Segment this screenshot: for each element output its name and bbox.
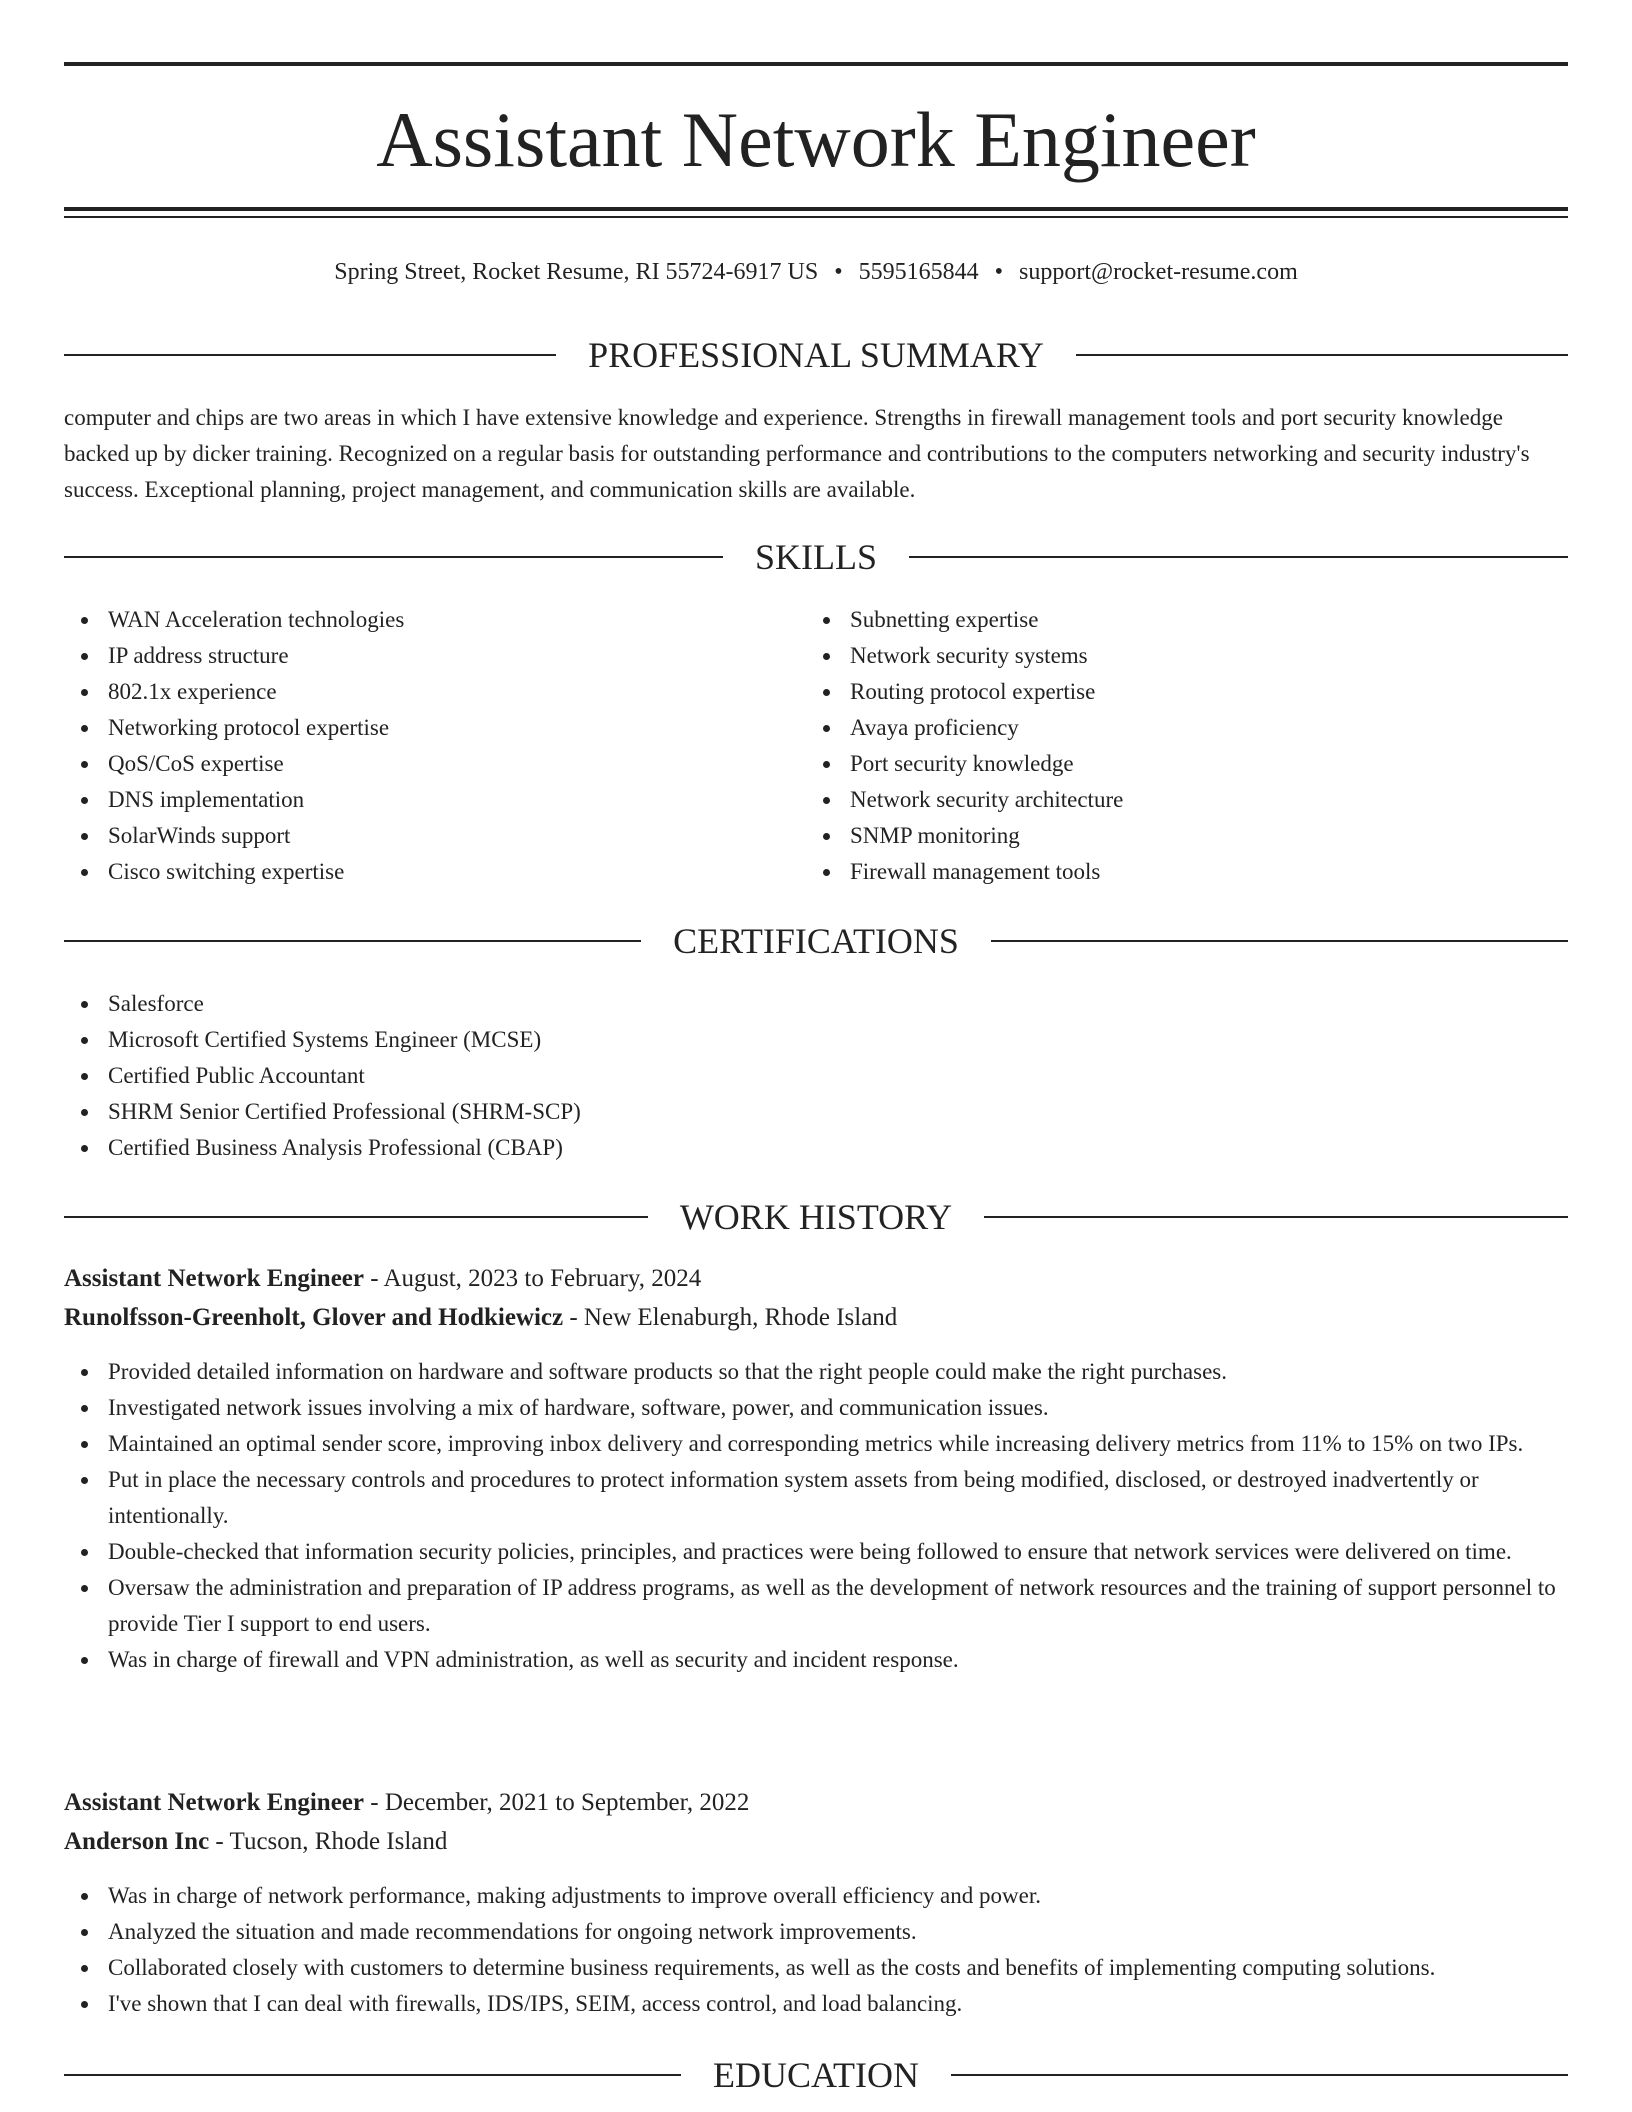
skill-item: Routing protocol expertise xyxy=(806,674,1506,710)
job-location: - Tucson, Rhode Island xyxy=(209,1828,448,1855)
divider-line xyxy=(64,354,556,356)
certifications-heading xyxy=(64,918,1568,964)
certifications-list xyxy=(64,986,1568,1166)
certification-item: Salesforce xyxy=(64,986,1568,1022)
job-duty-item: Was in charge of firewall and VPN administration, as well as security and incident response. xyxy=(64,1642,1568,1678)
job-location: - New Elenaburgh, Rhode Island xyxy=(563,1304,898,1331)
section-title: CERTIFICATIONS xyxy=(673,921,959,961)
header-top-rule xyxy=(64,62,1568,66)
job-duty-item: Collaborated closely with customers to determine business requirements, as well as the costs and benefits of implementing computing solutions. xyxy=(64,1950,1568,1986)
section-title: WORK HISTORY xyxy=(679,1197,953,1237)
divider-line xyxy=(984,1216,1568,1218)
divider-line xyxy=(64,556,723,558)
job-duty-item: Provided detailed information on hardware and software products so that the right people could make the right purchases. xyxy=(64,1354,1568,1390)
job-company: Runolfsson-Greenholt, Glover and Hodkiewicz xyxy=(64,1304,564,1331)
job-dates: - December, 2021 to September, 2022 xyxy=(364,1789,750,1816)
skills-left-column xyxy=(64,602,764,890)
contact-separator: • xyxy=(834,259,843,285)
section-title: EDUCATION xyxy=(713,2055,919,2095)
divider-line xyxy=(64,2074,681,2076)
certification-item: SHRM Senior Certified Professional (SHRM-SCP) xyxy=(64,1094,1568,1130)
contact-line xyxy=(64,254,1568,290)
job-dates: - August, 2023 to February, 2024 xyxy=(364,1265,702,1292)
job-duties-list xyxy=(64,1354,1568,1678)
job-company-line xyxy=(64,1299,1568,1337)
section-title: PROFESSIONAL SUMMARY xyxy=(588,335,1044,375)
certification-item: Certified Public Accountant xyxy=(64,1058,1568,1094)
contact-email[interactable]: support@rocket-resume.com xyxy=(1019,259,1298,285)
divider-line xyxy=(909,556,1568,558)
certification-item: Microsoft Certified Systems Engineer (MCSE) xyxy=(64,1022,1568,1058)
skill-item: 802.1x experience xyxy=(64,674,764,710)
job-duty-item: I've shown that I can deal with firewalls, IDS/IPS, SEIM, access control, and load balancing. xyxy=(64,1986,1568,2022)
job-duty-item: Was in charge of network performance, making adjustments to improve overall efficiency and power. xyxy=(64,1878,1568,1914)
skill-item: Networking protocol expertise xyxy=(64,710,764,746)
skill-item: DNS implementation xyxy=(64,782,764,818)
job-duty-item: Oversaw the administration and preparation of IP address programs, as well as the development of network resources and the training of support personnel to provide Tier I support to end users. xyxy=(64,1570,1568,1642)
job-duty-item: Double-checked that information security policies, principles, and practices were being followed to ensure that network services were delivered on time. xyxy=(64,1534,1568,1570)
section-title: SKILLS xyxy=(755,537,878,577)
job-title-line xyxy=(64,1784,1568,1822)
skill-item: SolarWinds support xyxy=(64,818,764,854)
skill-item: Port security knowledge xyxy=(806,746,1506,782)
skill-item: Firewall management tools xyxy=(806,854,1506,890)
job-title: Assistant Network Engineer xyxy=(64,1789,364,1816)
resume-name: Assistant Network Engineer xyxy=(376,96,1256,183)
skills-heading xyxy=(64,534,1568,580)
divider-line xyxy=(991,940,1568,942)
job-duties-list xyxy=(64,1878,1568,2022)
skill-item: WAN Acceleration technologies xyxy=(64,602,764,638)
divider-line xyxy=(951,2074,1568,2076)
work-history-heading xyxy=(64,1194,1568,1240)
job-company-line xyxy=(64,1823,1568,1861)
contact-separator: • xyxy=(994,259,1004,285)
header-bottom-rule-1 xyxy=(64,207,1568,211)
job-title: Assistant Network Engineer xyxy=(64,1265,364,1292)
contact-address: Spring Street, Rocket Resume, RI 55724-6917 US xyxy=(334,259,819,285)
skill-item: Network security systems xyxy=(806,638,1506,674)
certification-item: Certified Business Analysis Professional (CBAP) xyxy=(64,1130,1568,1166)
summary-text: computer and chips are two areas in which I have extensive knowledge and experience. Strengths in firewall management tools and port security knowledge backed up by dicker training. Recognized on a regular basis for outstanding performance and contributions to the computers networking and security industry's success. Exceptional planning, project management, and communication skills are available. xyxy=(64,405,1530,502)
job-duty-item: Put in place the necessary controls and procedures to protect information system assets from being modified, disclosed, or destroyed inadvertently or intentionally. xyxy=(64,1462,1568,1534)
skill-item: QoS/CoS expertise xyxy=(64,746,764,782)
skill-item: Avaya proficiency xyxy=(806,710,1506,746)
divider-line xyxy=(64,940,641,942)
header-bottom-rule-2 xyxy=(64,216,1568,218)
skill-item: Subnetting expertise xyxy=(806,602,1506,638)
contact-phone[interactable]: 5595165844 xyxy=(858,259,979,285)
skill-item: SNMP monitoring xyxy=(806,818,1506,854)
skill-item: IP address structure xyxy=(64,638,764,674)
job-duty-item: Maintained an optimal sender score, improving inbox delivery and corresponding metrics while increasing delivery metrics from 11% to 15% on two IPs. xyxy=(64,1426,1568,1462)
job-title-line xyxy=(64,1260,1568,1298)
job-duty-item: Investigated network issues involving a mix of hardware, software, power, and communication issues. xyxy=(64,1390,1568,1426)
job-duty-item: Analyzed the situation and made recommendations for ongoing network improvements. xyxy=(64,1914,1568,1950)
divider-line xyxy=(1076,354,1568,356)
summary-heading xyxy=(64,332,1568,378)
skills-right-column xyxy=(806,602,1506,890)
skill-item: Network security architecture xyxy=(806,782,1506,818)
divider-line xyxy=(64,1216,648,1218)
skill-item: Cisco switching expertise xyxy=(64,854,764,890)
education-heading xyxy=(64,2052,1568,2098)
job-company: Anderson Inc xyxy=(64,1828,210,1855)
